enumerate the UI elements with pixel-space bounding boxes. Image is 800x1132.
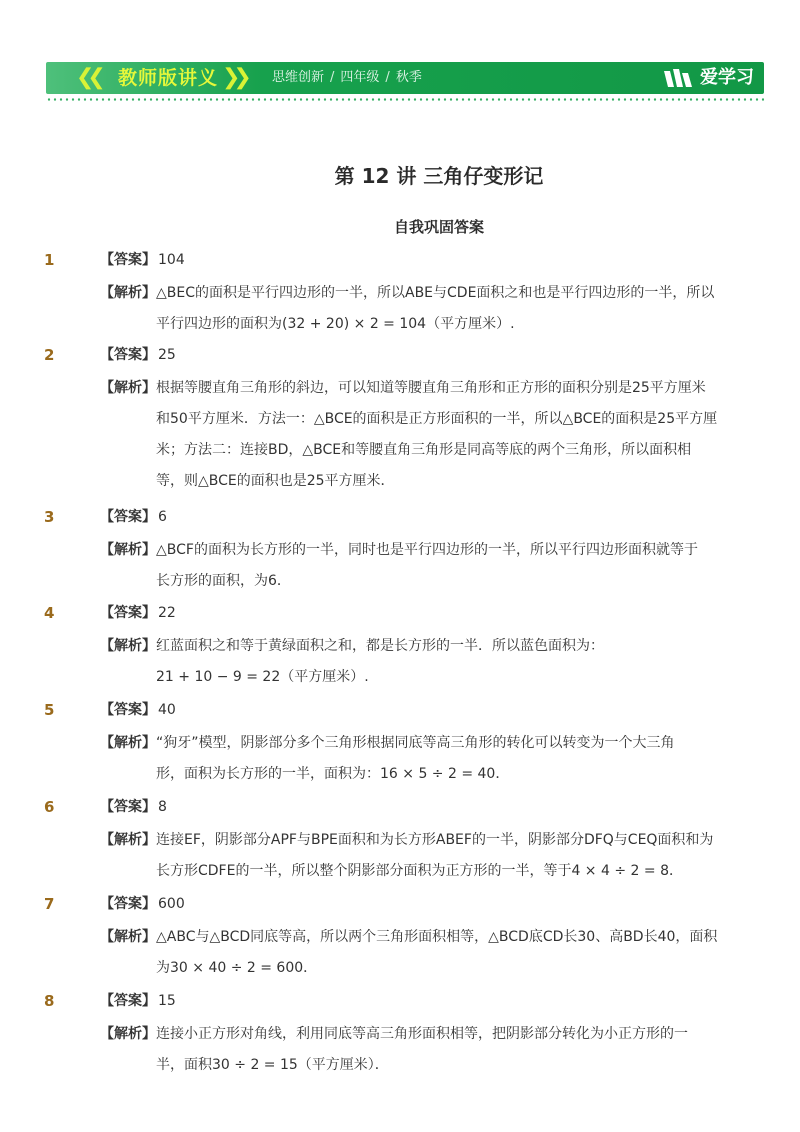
answer-row: [100, 991, 720, 1011]
double-chevron-left-icon: ❮❮: [76, 65, 99, 90]
breadcrumb-separator: /: [330, 70, 335, 85]
breadcrumb-separator: /: [385, 70, 390, 85]
explanation-line: “狗牙”模型，阴影部分多个三角形根据同底等高三角形的转化可以转变为一个大三角: [156, 735, 675, 751]
explanation-line: 半，面积30 ÷ 2 = 15（平方厘米）．: [156, 1057, 389, 1073]
explain-label: 【解析】: [100, 285, 156, 301]
explanation-line: 平行四边形的面积为(32 + 20) × 2 = 104（平方厘米）.: [156, 316, 515, 332]
answer-label: 【答案】: [100, 993, 156, 1009]
answer-value: 25: [158, 347, 176, 363]
question-number: 7: [44, 895, 55, 913]
explanation: [100, 1019, 720, 1081]
breadcrumb-grade: 四年级: [340, 70, 380, 85]
breadcrumb: [272, 70, 422, 86]
explanation: [100, 278, 720, 340]
answer-value: 22: [158, 605, 176, 621]
question-number: 1: [44, 251, 55, 269]
explanation: [100, 631, 720, 693]
explanation-line: 长方形CDFE的一半，所以整个阴影部分面积为正方形的一半，等于4 × 4 ÷ 2 = 8．: [156, 863, 683, 879]
breadcrumb-subject: 思维创新: [272, 70, 325, 85]
answer-row: [100, 507, 720, 527]
answer-label: 【答案】: [100, 702, 156, 718]
explanation-line: 米；方法二：连接BD，△BCE和等腰直角三角形是同高等底的两个三角形，所以面积相: [156, 442, 692, 458]
explanation: [100, 825, 720, 887]
explain-label: 【解析】: [100, 638, 156, 654]
answer-value: 600: [158, 896, 185, 912]
question-number: 3: [44, 508, 55, 526]
question-number: 6: [44, 798, 55, 816]
section-title: 自我巩固答案: [393, 218, 484, 236]
question-number: 2: [44, 346, 55, 364]
answer-row: [100, 894, 720, 914]
dotted-divider: [46, 98, 764, 101]
answer-label: 【答案】: [100, 605, 156, 621]
answer-label: 【答案】: [100, 252, 156, 268]
explanation-line: 根据等腰直角三角形的斜边，可以知道等腰直角三角形和正方形的面积分别是25平方厘米: [156, 380, 706, 396]
explanation: [100, 373, 720, 497]
explanation: [100, 728, 720, 790]
explanation-line: 等，则△BCE的面积也是25平方厘米．: [156, 473, 395, 489]
explain-label: 【解析】: [100, 1026, 156, 1042]
explain-label: 【解析】: [100, 380, 156, 396]
explanation: [100, 922, 720, 984]
brand-logo: [662, 65, 754, 91]
explanation-line: 21 + 10 − 9 = 22（平方厘米）.: [156, 669, 369, 685]
lecture-title: 第 12 讲 三角仔变形记: [334, 164, 544, 188]
explanation-line: 连接小正方形对角线，利用同底等高三角形面积相等，把阴影部分转化为小正方形的一: [156, 1026, 688, 1042]
explain-label: 【解析】: [100, 929, 156, 945]
logo-mark-icon: [662, 67, 696, 89]
answer-value: 104: [158, 252, 185, 268]
header-banner: [46, 62, 764, 94]
answer-row: [100, 700, 720, 720]
answer-value: 6: [158, 509, 167, 525]
explanation: [100, 535, 720, 597]
answer-label: 【答案】: [100, 799, 156, 815]
explanation-line: 和50平方厘米．方法一：△BCE的面积是正方形面积的一半，所以△BCE的面积是25平方厘: [156, 411, 718, 427]
question-number: 8: [44, 992, 55, 1010]
logo-text: 爱学习: [700, 67, 754, 88]
answer-label: 【答案】: [100, 896, 156, 912]
answer-value: 8: [158, 799, 167, 815]
explanation-line: 为30 × 40 ÷ 2 = 600．: [156, 960, 318, 976]
explain-label: 【解析】: [100, 832, 156, 848]
answer-row: [100, 797, 720, 817]
answer-value: 40: [158, 702, 176, 718]
question-number: 4: [44, 604, 55, 622]
explanation-line: 连接EF，阴影部分APF与BPE面积和为长方形ABEF的一半，阴影部分DFQ与CEQ面积和为: [156, 832, 714, 848]
breadcrumb-term: 秋季: [395, 70, 422, 85]
explanation-line: △BCF的面积为长方形的一半，同时也是平行四边形的一半，所以平行四边形面积就等于: [156, 542, 698, 558]
explanation-line: 长方形的面积，为6．: [156, 573, 291, 589]
explanation-line: 形，面积为长方形的一半，面积为：16 × 5 ÷ 2 = 40．: [156, 766, 510, 782]
answer-row: [100, 603, 720, 623]
edition-label: 教师版讲义: [118, 67, 219, 89]
explanation-line: △BEC的面积是平行四边形的一半，所以ABE与CDE面积之和也是平行四边形的一半，所以: [156, 285, 715, 301]
explanation-line: 红蓝面积之和等于黄绿面积之和，都是长方形的一半．所以蓝色面积为：: [156, 638, 604, 654]
explanation-line: △ABC与△BCD同底等高，所以两个三角形面积相等，△BCD底CD长30、高BD长40，面积: [156, 929, 718, 945]
question-number: 5: [44, 701, 55, 719]
answer-value: 15: [158, 993, 176, 1009]
answer-label: 【答案】: [100, 347, 156, 363]
explain-label: 【解析】: [100, 542, 156, 558]
answer-label: 【答案】: [100, 509, 156, 525]
explain-label: 【解析】: [100, 735, 156, 751]
double-chevron-right-icon: ❯❯: [222, 65, 245, 90]
answer-row: [100, 345, 720, 365]
answer-row: [100, 250, 720, 270]
